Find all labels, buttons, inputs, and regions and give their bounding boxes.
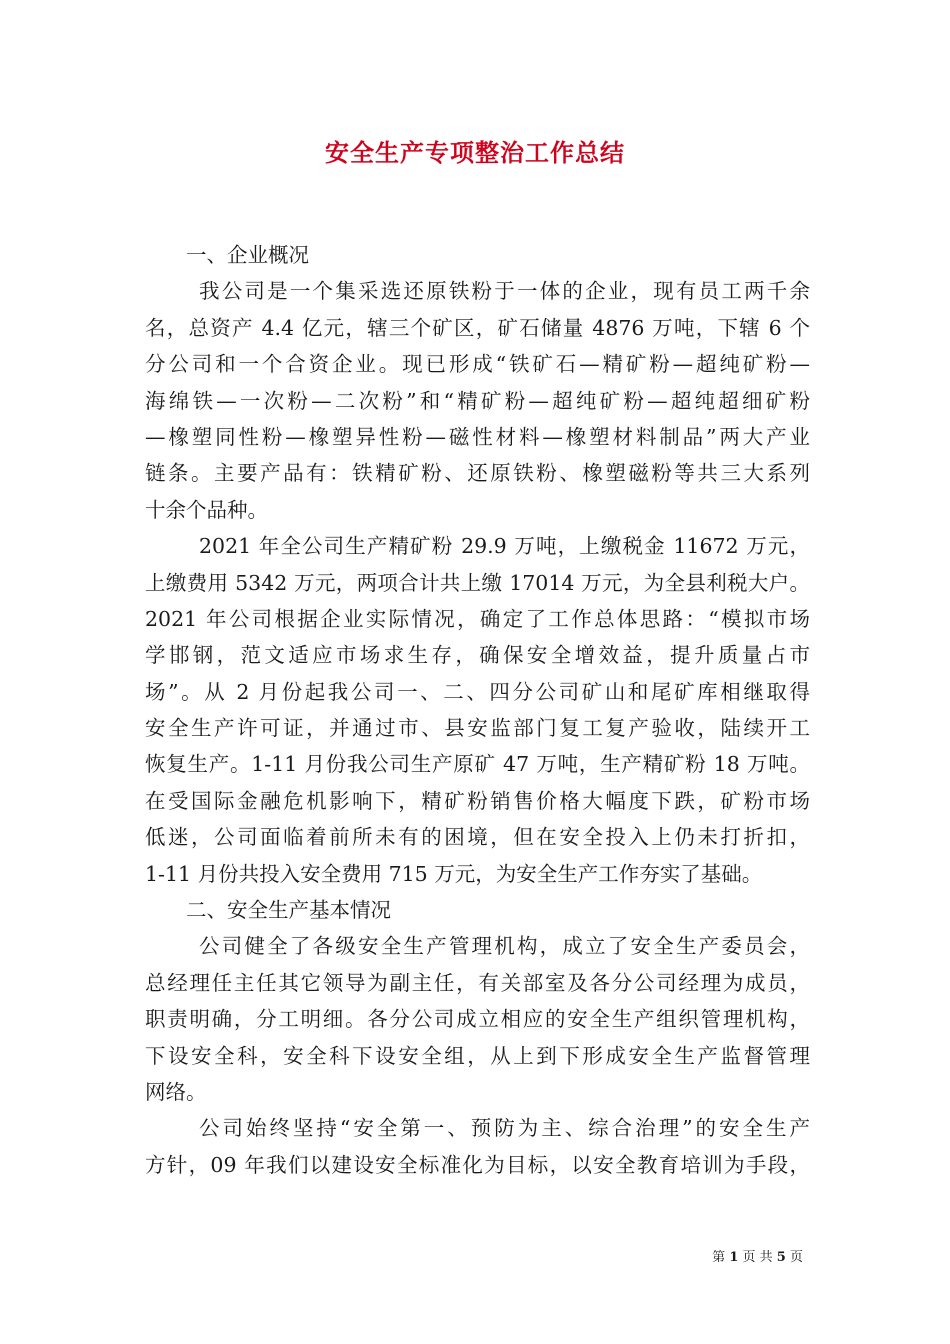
paragraph-line: 1-11 月份共投入安全费用 715 万元，为安全生产工作夯实了基础。 <box>145 861 763 886</box>
paragraph-line: 恢复生产。1-11 月份我公司生产原矿 47 万吨，生产精矿粉 18 万吨。 <box>145 752 810 777</box>
paragraph-line: 我公司是一个集采选还原铁粉于一体的企业，现有员工两千余 <box>199 279 810 304</box>
paragraph-line: 安全生产许可证，并通过市、县安监部门复工复产验收，陆续开工 <box>145 716 810 741</box>
paragraph-line: 在受国际金融危机影响下，精矿粉销售价格大幅度下跌，矿粉市场 <box>145 788 810 813</box>
paragraph-line: —橡塑同性粉—橡塑异性粉—磁性材料—橡塑材料制品”两大产业 <box>145 424 810 449</box>
paragraph-line: 总经理任主任其它领导为副主任，有关部室及各分公司经理为成员， <box>145 970 810 995</box>
paragraph-line: 2021 年公司根据企业实际情况，确定了工作总体思路：“模拟市场 <box>145 606 810 631</box>
paragraph-line: 方针，09 年我们以建设安全标准化为目标，以安全教育培训为手段， <box>145 1152 810 1177</box>
document-body <box>145 237 810 1183</box>
paragraph-line: 上缴费用 5342 万元，两项合计共上缴 17014 万元，为全县利税大户。 <box>145 570 810 595</box>
paragraph-line: 学邯钢，范文适应市场求生存，确保安全增效益，提升质量占市 <box>145 643 810 668</box>
paragraph-line: 海绵铁—一次粉—二次粉”和“精矿粉—超纯矿粉—超纯超细矿粉 <box>145 388 810 413</box>
paragraph-line: 公司健全了各级安全生产管理机构，成立了安全生产委员会， <box>199 934 810 959</box>
paragraph-line: 公司始终坚持“安全第一、预防为主、综合治理”的安全生产 <box>199 1116 810 1141</box>
document-title: 安全生产专项整治工作总结 <box>325 138 625 167</box>
footer-suffix: 页 <box>789 1250 803 1265</box>
paragraph-line: 场”。从 2 月份起我公司一、二、四分公司矿山和尾矿库相继取得 <box>145 679 810 704</box>
paragraph-line: 名，总资产 4.4 亿元，辖三个矿区，矿石储量 4876 万吨，下辖 6 个 <box>145 315 810 340</box>
page-footer <box>712 1246 803 1265</box>
paragraph-line: 职责明确，分工明细。各分公司成立相应的安全生产组织管理机构， <box>145 1007 810 1032</box>
paragraph-line: 分公司和一个合资企业。现已形成“铁矿石—精矿粉—超纯矿粉— <box>145 352 810 377</box>
footer-prefix: 第 <box>712 1250 726 1265</box>
section-heading: 一、企业概况 <box>186 243 309 267</box>
paragraph-line: 下设安全科，安全科下设安全组，从上到下形成安全生产监督管理 <box>145 1043 810 1068</box>
paragraph-line: 网络。 <box>145 1079 207 1104</box>
paragraph-line: 低迷，公司面临着前所未有的困境，但在安全投入上仍未打折扣， <box>145 825 810 850</box>
section-heading: 二、安全生产基本情况 <box>186 898 391 923</box>
paragraph-line: 十余个品种。 <box>145 497 268 522</box>
paragraph-line: 链条。主要产品有：铁精矿粉、还原铁粉、橡塑磁粉等共三大系列 <box>145 461 810 486</box>
total-page-number: 5 <box>776 1250 786 1265</box>
footer-middle: 页 共 <box>742 1250 773 1265</box>
current-page-number: 1 <box>729 1250 739 1265</box>
paragraph-line: 2021 年全公司生产精矿粉 29.9 万吨，上缴税金 11672 万元， <box>199 534 810 559</box>
